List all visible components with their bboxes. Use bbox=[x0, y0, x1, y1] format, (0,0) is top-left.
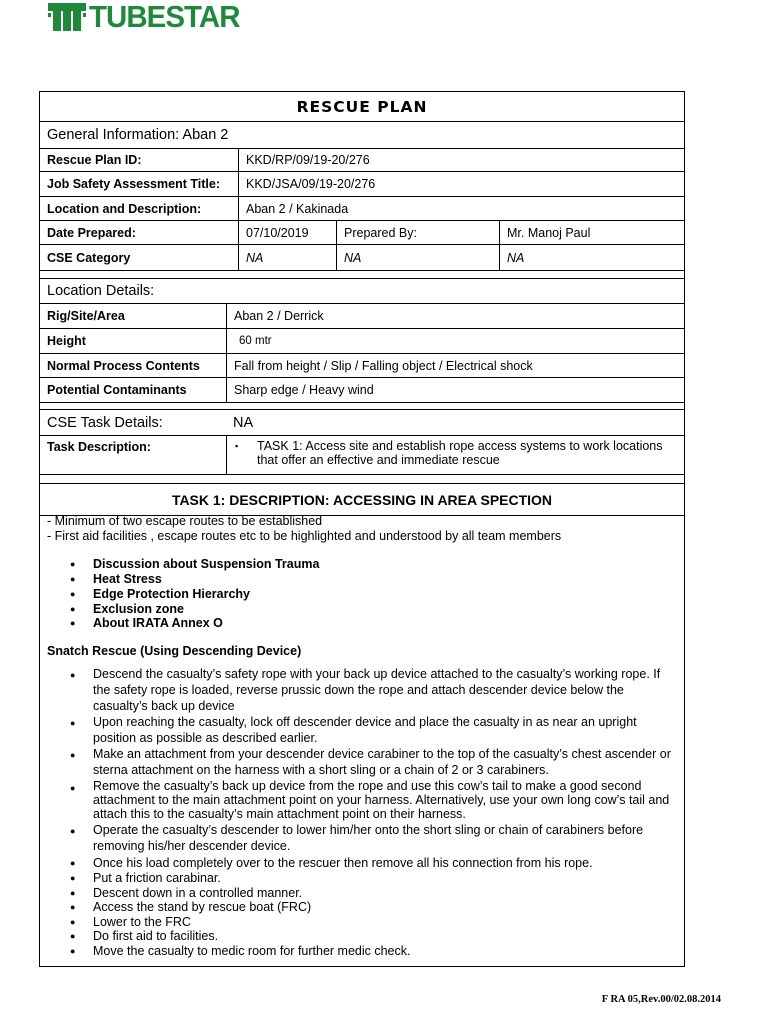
location-description-row bbox=[40, 197, 684, 221]
step-item: Do first aid to facilities. bbox=[93, 929, 219, 943]
company-logo bbox=[48, 2, 247, 32]
spacer-row bbox=[40, 475, 684, 484]
bullet-icon: ● bbox=[70, 559, 76, 569]
cse-category-label: CSE Category bbox=[47, 250, 131, 265]
task1-heading: TASK 1: DESCRIPTION: ACCESSING IN AREA SPECTION bbox=[171, 491, 553, 508]
field-value: Aban 2 / Derrick bbox=[226, 304, 684, 328]
cse-task-row bbox=[40, 410, 684, 436]
bullet-icon: ● bbox=[70, 750, 76, 760]
task-description-row bbox=[40, 436, 684, 475]
location-details-row bbox=[40, 279, 684, 304]
location-row bbox=[40, 354, 684, 378]
bullet-icon: ● bbox=[70, 783, 76, 793]
field-label: Potential Contaminants bbox=[47, 383, 187, 397]
date-prepared-row bbox=[40, 221, 684, 245]
field-value: KKD/RP/09/19-20/276 bbox=[238, 149, 684, 171]
step-item: Operate the casualty’s descender to lower him/her onto the short sling or chain of carabiners before removing his/her descender device. bbox=[93, 823, 644, 853]
field-label: Normal Process Contents bbox=[47, 358, 200, 373]
location-row bbox=[40, 329, 684, 354]
rescue-plan-form bbox=[39, 91, 685, 967]
bullet-icon: ● bbox=[70, 589, 76, 599]
location-details-heading: Location Details: bbox=[47, 283, 155, 299]
field-label: Rig/Site/Area bbox=[47, 309, 125, 323]
tubestar-logo-icon bbox=[48, 3, 86, 31]
bullet-icon: ● bbox=[70, 888, 76, 898]
bullet-icon: ● bbox=[70, 618, 76, 628]
intro-line: - Minimum of two escape routes to be established bbox=[47, 514, 323, 528]
form-reference-footer: F RA 05,Rev.00/02.08.2014 bbox=[601, 994, 721, 1005]
field-value: Aban 2 / Kakinada bbox=[238, 197, 684, 220]
task1-body bbox=[40, 516, 684, 966]
location-row bbox=[40, 378, 684, 403]
field-value: Sharp edge / Heavy wind bbox=[226, 378, 684, 402]
date-prepared-label: Date Prepared: bbox=[47, 225, 136, 240]
bullet-icon: ● bbox=[70, 931, 76, 941]
bullet-icon: ● bbox=[70, 902, 76, 912]
spacer-row bbox=[40, 271, 684, 279]
snatch-rescue-heading: Snatch Rescue (Using Descending Device) bbox=[47, 644, 302, 658]
bullet-icon: ● bbox=[70, 574, 76, 584]
field-value: 60 mtr bbox=[226, 329, 684, 353]
step-item: Put a friction carabinar. bbox=[93, 871, 221, 885]
step-item: Descent down in a controlled manner. bbox=[93, 886, 303, 900]
bullet-icon: ● bbox=[70, 826, 76, 836]
task-description-text: TASK 1: Access site and establish rope access systems to work locations that offer an effective and immediate rescue bbox=[257, 439, 663, 467]
task-description-label: Task Description: bbox=[47, 440, 151, 454]
bullet-icon: ● bbox=[70, 873, 76, 883]
bullet-icon: ● bbox=[70, 670, 76, 680]
page-title: RESCUE PLAN bbox=[296, 97, 428, 116]
cse-category-value: NA bbox=[238, 245, 336, 270]
bullet-icon: ● bbox=[70, 604, 76, 614]
bullet-icon: ● bbox=[70, 917, 76, 927]
step-item: Remove the casualty’s back up device from the rope and use this cow’s tail to make a good second attachment to the main attachment point on your harness. Alternatively, use your own long cow’s tail and attach this to the casualty’s main attachment point on their harness. bbox=[93, 779, 670, 821]
bold-list-item: Edge Protection Hierarchy bbox=[93, 587, 250, 601]
general-info-heading: General Information: Aban 2 bbox=[47, 127, 229, 143]
bold-list-item: Discussion about Suspension Trauma bbox=[93, 557, 320, 571]
step-item: Upon reaching the casualty, lock off descender device and place the casualty in as near an upright position as possible as described earlier. bbox=[93, 715, 637, 745]
logo-text: TUBESTAR bbox=[89, 0, 240, 34]
general-info-row bbox=[40, 122, 684, 149]
field-label: Location and Description: bbox=[47, 201, 202, 216]
step-item: Access the stand by rescue boat (FRC) bbox=[93, 900, 312, 914]
cse-task-value: NA bbox=[233, 414, 254, 431]
title-row bbox=[40, 92, 684, 122]
spacer-row bbox=[40, 403, 684, 410]
prepared-by-label: Prepared By: bbox=[336, 221, 499, 244]
step-item: Move the casualty to medic room for further medic check. bbox=[93, 944, 411, 958]
prepared-by-value: Mr. Manoj Paul bbox=[499, 221, 684, 244]
field-value: Fall from height / Slip / Falling object / Electrical shock bbox=[226, 354, 684, 377]
rescue-plan-id-row bbox=[40, 149, 684, 172]
field-value: KKD/JSA/09/19-20/276 bbox=[238, 172, 684, 196]
intro-line: - First aid facilities , escape routes etc to be highlighted and understood by all team members bbox=[47, 529, 562, 543]
bullet-icon: ● bbox=[70, 718, 76, 728]
cse-category-value: NA bbox=[336, 245, 499, 270]
date-prepared-value: 07/10/2019 bbox=[238, 221, 336, 244]
step-item: Once his load completely over to the rescuer then remove all his connection from his rope. bbox=[93, 856, 593, 870]
cse-task-heading: CSE Task Details: bbox=[47, 414, 163, 431]
step-item: Descend the casualty’s safety rope with your back up device attached to the casualty’s working rope. If the safety rope is loaded, reverse prussic down the rope and attach descender device below the casualty’s back up device bbox=[93, 667, 661, 713]
field-label: Height bbox=[47, 334, 86, 348]
field-label: Rescue Plan ID: bbox=[47, 153, 142, 167]
cse-category-value: NA bbox=[499, 245, 684, 270]
bullet-icon: ● bbox=[70, 858, 76, 868]
task-description-value bbox=[226, 436, 684, 474]
step-item: Lower to the FRC bbox=[93, 915, 191, 929]
bullet-icon: ● bbox=[70, 946, 76, 956]
bold-list-item: Exclusion zone bbox=[93, 602, 184, 616]
bold-list-item: About IRATA Annex O bbox=[93, 616, 223, 630]
bold-list-item: Heat Stress bbox=[93, 572, 162, 586]
jsa-title-row bbox=[40, 172, 684, 197]
square-bullet-icon: ▪ bbox=[235, 441, 239, 451]
task1-heading-row bbox=[40, 484, 684, 516]
location-row bbox=[40, 304, 684, 329]
cse-category-row bbox=[40, 245, 684, 271]
field-label: Job Safety Assessment Title: bbox=[47, 177, 220, 191]
step-item: Make an attachment from your descender device carabiner to the top of the casualty’s chest ascender or sterna attachment on the harness with a short sling or a chain of 2 or 3 carabiners. bbox=[93, 747, 671, 777]
